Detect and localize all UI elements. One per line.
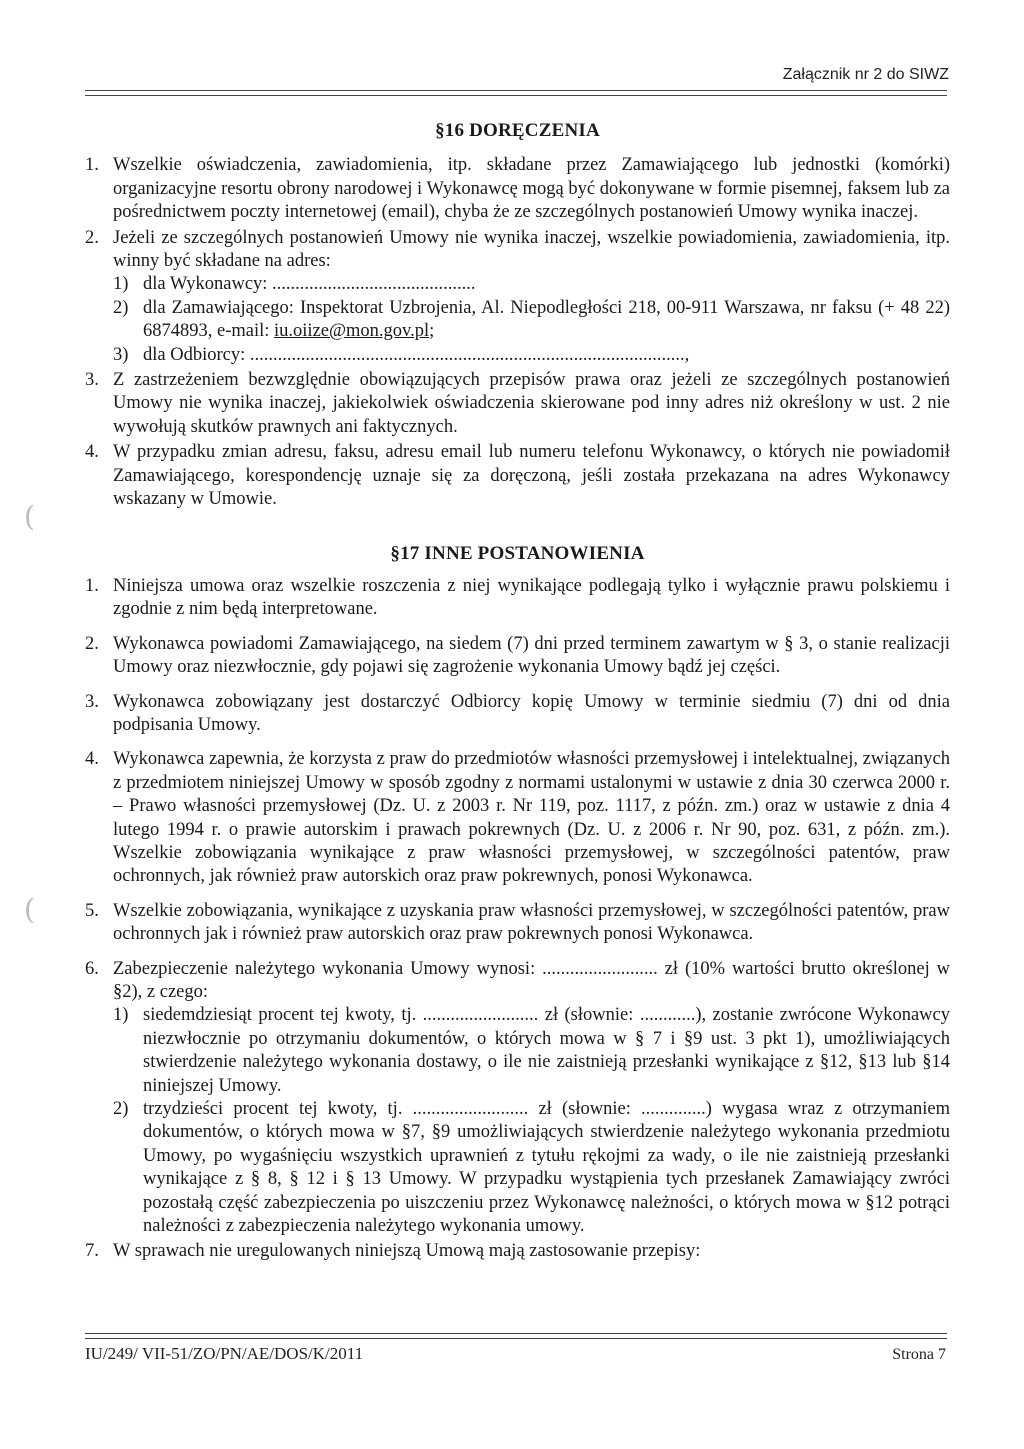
margin-mark: ( bbox=[24, 893, 35, 926]
document-reference: IU/249/ VII-51/ZO/PN/AE/DOS/K/2011 bbox=[85, 1344, 364, 1363]
item-number: 3. bbox=[85, 691, 99, 712]
item-text: Niniejsza umowa oraz wszelkie roszczenia z niej wynikające podlegają tylko i wyłącznie prawu polskiemu i zgodnie z nim będą interpretowane. bbox=[113, 575, 950, 620]
sub-text: siedemdziesiąt procent tej kwoty, tj. ......................... zł (słownie: ............), zostanie zwrócone Wykonawcy niezwłocznie po otrzymaniu dokumentów, o których mowa w § 7 i §9 ust. 3 pkt 1), umożliwiających stwierdzenie należytego wykonania dostawy, o ile nie zaistnieją przesłanki wynikające z §12, §13 lub §14 niniejszej Umowy. bbox=[143, 1005, 950, 1096]
security-item bbox=[113, 1098, 950, 1238]
section-17-item bbox=[85, 1240, 950, 1263]
document-body bbox=[85, 115, 950, 1266]
section-17-title: §17 INNE POSTANOWIENIA bbox=[390, 542, 645, 564]
address-item bbox=[113, 273, 950, 296]
security-item bbox=[113, 1004, 950, 1098]
sub-text: dla Zamawiającego: Inspektorat Uzbrojenia, Al. Niepodległości 218, 00-911 Warszawa, nr faksu (+ 48 22) 6874893, e-mail: bbox=[143, 297, 950, 342]
margin-mark: ( bbox=[24, 500, 35, 533]
footer-rule bbox=[85, 1333, 947, 1339]
page-number: Strona 7 bbox=[892, 1346, 946, 1363]
item-number: 4. bbox=[85, 442, 99, 463]
item-text: Z zastrzeżeniem bezwzględnie obowiązujących przepisów prawa oraz jeżeli ze szczególnych postanowień Umowy nie wynika inaczej, jakiekolwiek oświadczenia skierowane pod inny adres niż określony w ust. 2 nie wywołują skutków prawnych ani faktycznych. bbox=[113, 370, 950, 437]
item-text: W sprawach nie uregulowanych niniejszą Umową mają zastosowanie przepisy: bbox=[113, 1241, 701, 1262]
item-text: Wykonawca zapewnia, że korzysta z praw do przedmiotów własności przemysłowej i intelektualnej, związanych z przedmiotem niniejszej Umowy w sposób zgodny z normami ustalonymi w ustawie z dnia 30 czerwca 2000 r. – Prawo własności przemysłowej (Dz. U. z 2003 r. Nr 119, poz. 1117, z późn. zm.) oraz w ustawie z dnia 4 lutego 1994 r. o prawie autorskim i prawach pokrewnych (Dz. U. z 2006 r. Nr 90, poz. 631, z późn. zm.). Wszelkie zobowiązania wynikające z praw własności przemysłowej, w szczególności patentów, praw ochronnych, jak również praw autorskich oraz praw pokrewnych, ponosi Wykonawca. bbox=[113, 749, 950, 887]
item-number: 6. bbox=[85, 958, 99, 979]
section-16-item bbox=[85, 369, 950, 439]
item-number: 3. bbox=[85, 370, 99, 391]
sub-text: trzydzieści procent tej kwoty, tj. ......................... zł (słownie: ..............) wygasa wraz z otrzymaniem dokumentów, o których mowa w §7, §9 umożliwiających stwierdzenie należytego wykonania przedmiotu Umowy, po wygaśnięciu wszystkich uprawnień z tytułu rękojmi za wady, o ile nie zaistnieją przesłanki wynikające z § 8, § 12 i § 13 Umowy. W przypadku wystąpienia tych przesłanek Zamawiający zwróci pozostałą część zabezpieczenia po uiszczeniu przez Wykonawcę należności, o których mowa w §12 potrąci należności z zabezpieczenia należytego wykonania umowy. bbox=[143, 1099, 950, 1237]
section-16-title: §16 DORĘCZENIA bbox=[435, 120, 600, 141]
item-number: 2. bbox=[85, 227, 99, 248]
section-16-item bbox=[85, 441, 950, 511]
sub-number: 1) bbox=[113, 1005, 129, 1026]
section-17-item bbox=[85, 575, 950, 622]
item-number: 7. bbox=[85, 1241, 99, 1262]
section-17-item bbox=[85, 900, 950, 947]
item-number: 1. bbox=[85, 575, 99, 596]
email-link[interactable]: iu.oiize@mon.gov.pl bbox=[274, 321, 430, 342]
item-text: Wykonawca zobowiązany jest dostarczyć Odbiorcy kopię Umowy w terminie siedmiu (7) dni od dnia podpisania Umowy. bbox=[113, 691, 950, 735]
section-17-item bbox=[85, 691, 950, 738]
section-16-item bbox=[85, 154, 950, 224]
sub-number: 2) bbox=[113, 1099, 129, 1120]
item-text: Zabezpieczenie należytego wykonania Umowy wynosi: ......................... zł (10% wartości brutto określonej w §2), z czego: bbox=[113, 958, 950, 1002]
sub-number: 2) bbox=[113, 297, 129, 318]
item-number: 4. bbox=[85, 749, 99, 770]
address-item bbox=[113, 297, 950, 344]
section-17-item bbox=[85, 748, 950, 888]
item-text: Jeżeli ze szczególnych postanowień Umowy nie wynika inaczej, wszelkie powiadomienia, zawiadomienia, itp. winny być składane na adres: bbox=[113, 227, 950, 272]
item-number: 1. bbox=[85, 155, 99, 176]
sub-number: 3) bbox=[113, 344, 129, 365]
section-16-item bbox=[85, 227, 950, 367]
item-text: Wszelkie oświadczenia, zawiadomienia, itp. składane przez Zamawiającego lub jednostki (komórki) organizacyjne resortu obrony narodowej i Wykonawcę mogą być dokonywane w formie pisemnej, faksem lub za pośrednictwem poczty internetowej (email), chyba że ze szczególnych postanowień Umowy wynika inaczej. bbox=[113, 155, 950, 223]
header-rule bbox=[85, 90, 947, 96]
sub-text: dla Odbiorcy: .............................................................................................., bbox=[143, 344, 690, 365]
address-item bbox=[113, 344, 950, 367]
section-17-item bbox=[85, 633, 950, 680]
sub-suffix: ; bbox=[429, 321, 435, 342]
item-number: 5. bbox=[85, 900, 99, 921]
sub-number: 1) bbox=[113, 274, 129, 295]
item-text: Wykonawca powiadomi Zamawiającego, na siedem (7) dni przed terminem zawartym w § 3, o stanie realizacji Umowy oraz niezwłocznie, gdy pojawi się zagrożenie wykonania Umowy bądź jej części. bbox=[113, 633, 950, 678]
section-17-item bbox=[85, 958, 950, 1239]
attachment-label: Załącznik nr 2 do SIWZ bbox=[782, 66, 949, 83]
item-text: W przypadku zmian adresu, faksu, adresu email lub numeru telefonu Wykonawcy, o których nie powiadomił Zamawiającego, korespondencję uznaje się za doręczoną, jeśli została przekazana na adres Wykonawcy wskazany w Umowie. bbox=[113, 442, 950, 510]
sub-text: dla Wykonawcy: ............................................ bbox=[143, 274, 476, 295]
item-text: Wszelkie zobowiązania, wynikające z uzyskania praw własności przemysłowej, w szczególności patentów, praw ochronnych jak i również praw autorskich oraz praw pokrewnych ponosi Wykonawca. bbox=[113, 900, 950, 945]
item-number: 2. bbox=[85, 633, 99, 654]
